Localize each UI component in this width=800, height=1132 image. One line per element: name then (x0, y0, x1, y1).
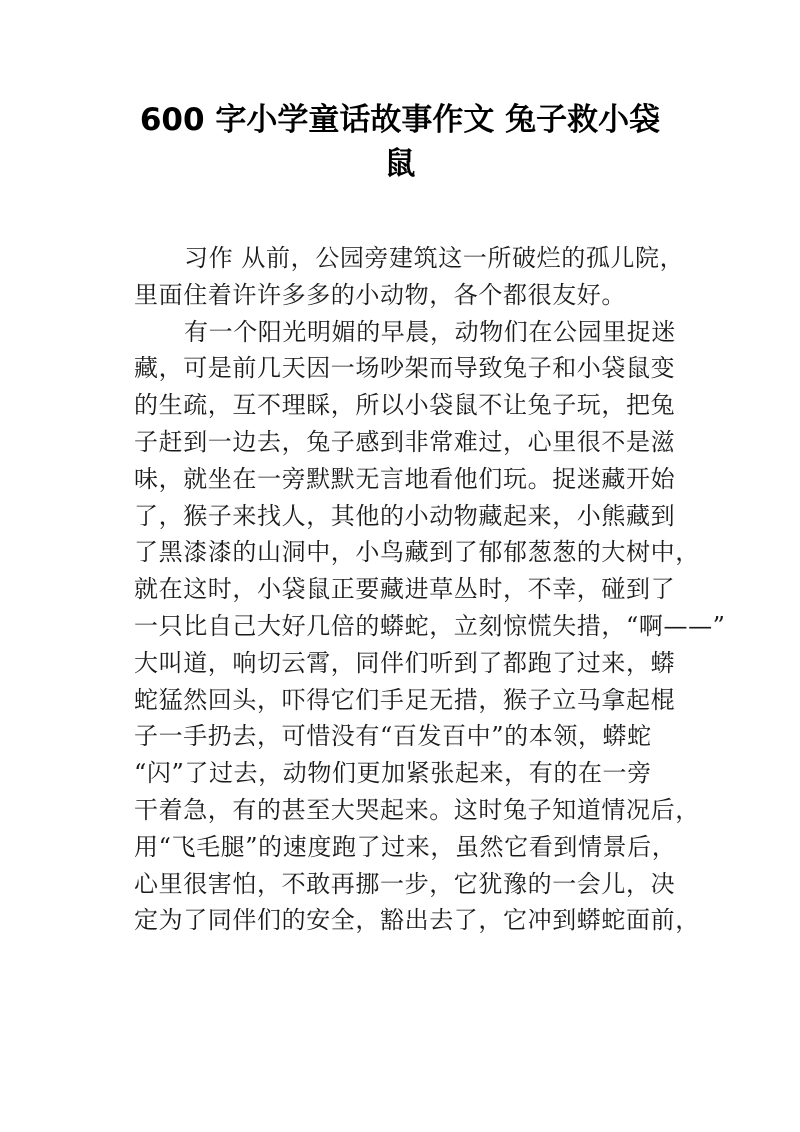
text-line: 子赶到一边去，兔子感到非常难过，心里很不是滋 (134, 427, 676, 456)
title-line-2: 鼠 (384, 146, 416, 182)
text-line: 用“飞毛腿”的速度跑了过来，虽然它看到情景后， (134, 832, 677, 861)
text-line: 味，就坐在一旁默默无言地看他们玩。捉迷藏开始 (134, 464, 676, 493)
title-line-1: 600 字小学童话故事作文 兔子救小袋 (139, 102, 661, 138)
text-line: 了，猴子来找人，其他的小动物藏起来，小熊藏到 (134, 501, 676, 530)
text-line: 了黑漆漆的山洞中，小鸟藏到了郁郁葱葱的大树中， (134, 538, 700, 567)
text-line: 一只比自己大好几倍的蟒蛇，立刻惊慌失措，“啊——” (134, 611, 726, 640)
text-line: “闪”了过去，动物们更加紧张起来，有的在一旁 (134, 759, 652, 788)
text-line: 的生疏，互不理睬，所以小袋鼠不让兔子玩，把兔 (134, 391, 676, 420)
text-line: 习作 从前，公园旁建筑这一所破烂的孤儿院， (184, 244, 685, 272)
text-line: 大叫道，响切云霄，同伴们听到了都跑了过来，蟒 (134, 648, 676, 677)
story-body (134, 240, 726, 939)
document-title (120, 98, 680, 186)
text-line: 干着急，有的甚至大哭起来。这时兔子知道情况后， (134, 795, 700, 824)
text-line: 心里很害怕，不敢再挪一步，它犹豫的一会儿，决 (134, 869, 676, 898)
text-line: 藏，可是前几天因一场吵架而导致兔子和小袋鼠变 (134, 354, 676, 383)
text-line: 定为了同伴们的安全，豁出去了，它冲到蟒蛇面前， (134, 906, 700, 935)
text-line: 子一手扔去，可惜没有“百发百中”的本领，蟒蛇 (134, 722, 652, 751)
text-line: 有一个阳光明媚的早晨，动物们在公园里捉迷 (184, 317, 676, 346)
text-line: 就在这时，小袋鼠正要藏进草丛时，不幸，碰到了 (134, 575, 676, 604)
text-line: 里面住着许许多多的小动物，各个都很友好。 (134, 280, 626, 309)
text-line: 蛇猛然回头，吓得它们手足无措，猴子立马拿起棍 (134, 685, 676, 714)
